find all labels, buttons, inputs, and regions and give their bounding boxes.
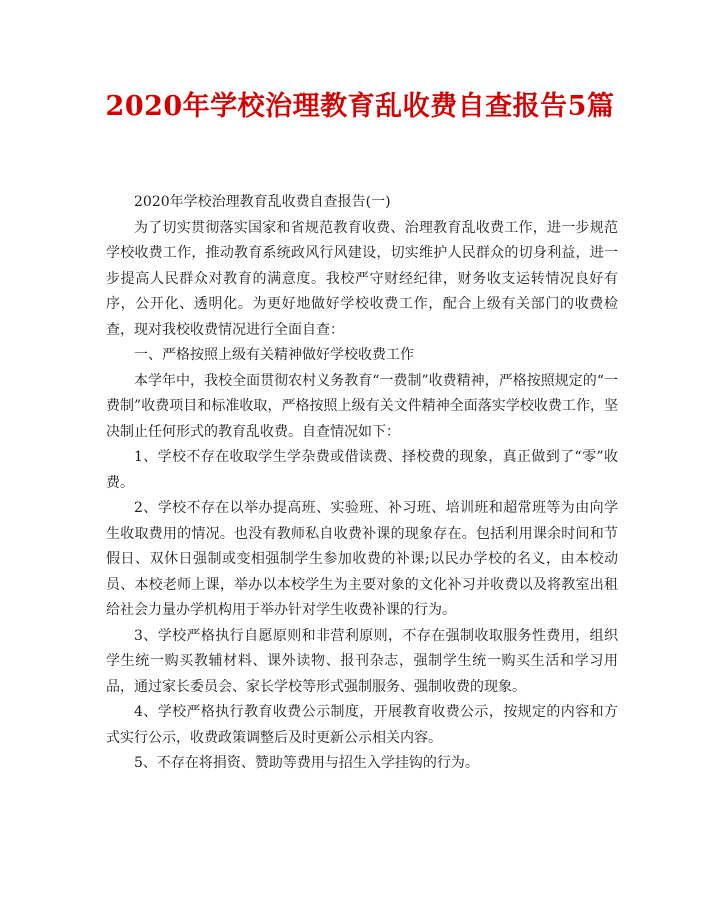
list-item: 2、学校不存在以举办提高班、实验班、补习班、培训班和超常班等为由向学生收取费用的情况。也没有教师私自收费补课的现象存在。包括利用课余时间和节假日、双休日强制或变相强制学生参加收费的补课;以民办学校的名义，由本校动员、本校老师上课，举办以本校学生为主要对象的文化补习并收费以及将教室出租给社会力量办学机构用于举办针对学生收费补课的行为。 bbox=[106, 500, 618, 618]
document-body bbox=[106, 190, 618, 777]
list-item: 4、学校严格执行教育收费公示制度，开展教育收费公示，按规定的内容和方式实行公示，收费政策调整后及时更新公示相关内容。 bbox=[106, 704, 618, 746]
document-title: 2020年学校治理教育乱收费自查报告5篇 bbox=[105, 91, 615, 122]
section-heading: 一、严格按照上级有关精神做好学校收费工作 bbox=[134, 347, 414, 363]
list-item: 5、不存在将捐资、赞助等费用与招生入学挂钩的行为。 bbox=[134, 755, 479, 771]
document-subtitle: 2020年学校治理教育乱收费自查报告(一) bbox=[134, 194, 391, 210]
list-item: 1、学校不存在收取学生学杂费或借读费、择校费的现象，真正做到了“零”收费。 bbox=[106, 449, 618, 491]
list-item: 3、学校严格执行自愿原则和非营利原则，不存在强制收取服务性费用，组织学生统一购买教辅材料、课外读物、报刊杂志，强制学生统一购买生活和学习用品，通过家长委员会、家长学校等形式强制服务、强制收费的现象。 bbox=[106, 627, 618, 695]
paragraph: 本学年中，我校全面贯彻农村义务教育“一费制”收费精神，严格按照规定的“一费制”收费项目和标准收取，严格按照上级有关文件精神全面落实学校收费工作，坚决制止任何形式的教育乱收费。自查情况如下： bbox=[106, 372, 618, 440]
paragraph: 为了切实贯彻落实国家和省规范教育收费、治理教育乱收费工作，进一步规范学校收费工作，推动教育系统政风行风建设，切实维护人民群众的切身利益，进一步提高人民群众对教育的满意度。我校严守财经纪律，财务收支运转情况良好有序，公开化、透明化。为更好地做好学校收费工作，配合上级有关部门的收费检查，现对我校收费情况进行全面自查： bbox=[106, 219, 618, 338]
